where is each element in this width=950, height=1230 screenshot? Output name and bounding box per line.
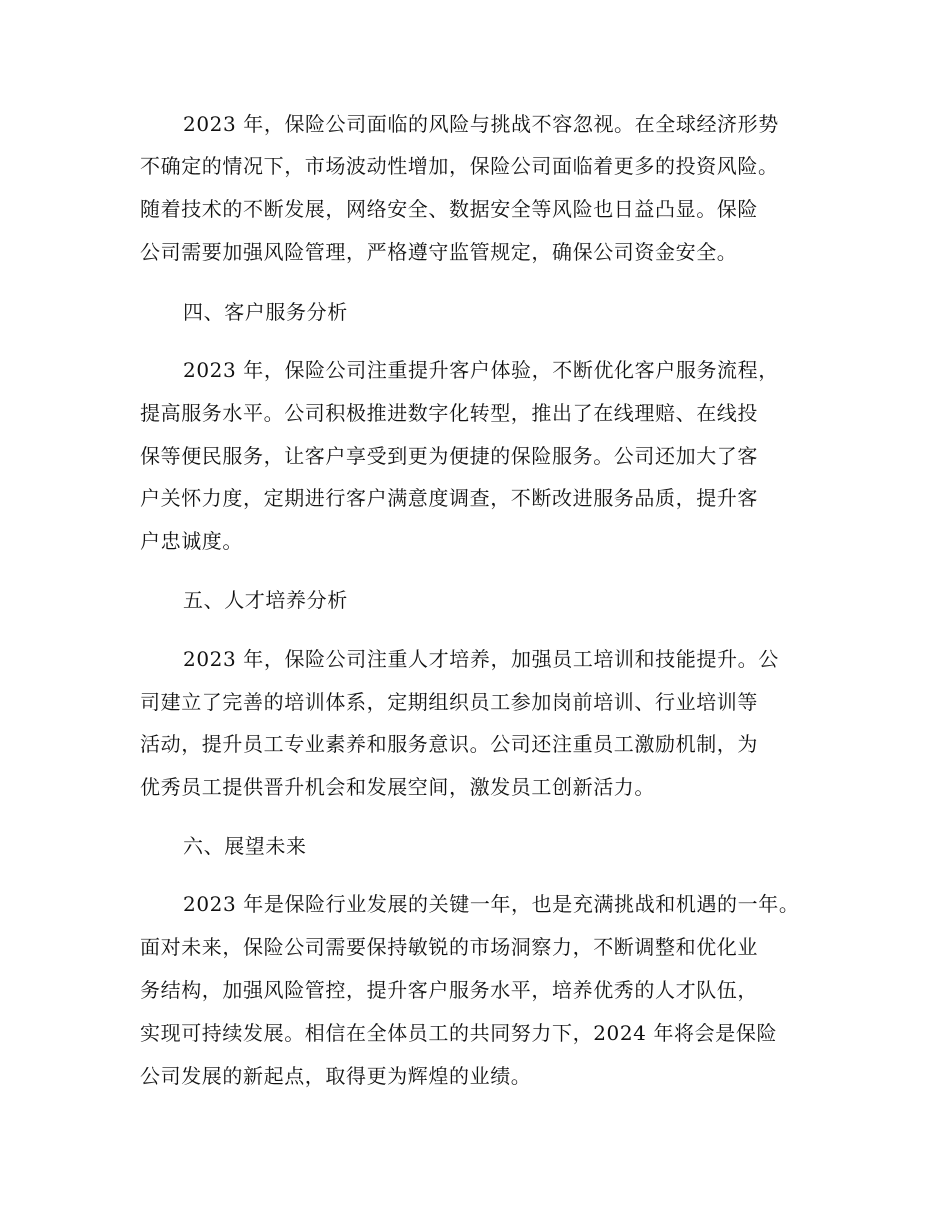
paragraph-line: 活动，提升员工专业素养和服务意识。公司还注重员工激励机制，为	[140, 732, 758, 756]
paragraph-line: 2023 年，保险公司注重提升客户体验，不断优化客户服务流程，	[183, 358, 779, 382]
paragraph-line: 提高服务水平。公司积极推进数字化转型，推出了在线理赔、在线投	[140, 401, 758, 425]
paragraph-line: 公司发展的新起点，取得更为辉煌的业绩。	[140, 1064, 532, 1088]
paragraph-line: 公司需要加强风险管理，严格遵守监管规定，确保公司资金安全。	[140, 240, 738, 264]
paragraph-line: 面对未来，保险公司需要保持敏锐的市场洞察力，不断调整和优化业	[140, 935, 758, 959]
paragraph-line: 保等便民服务，让客户享受到更为便捷的保险服务。公司还加大了客	[140, 444, 758, 468]
paragraph-line: 2023 年，保险公司面临的风险与挑战不容忽视。在全球经济形势	[183, 112, 779, 136]
paragraph-line: 户关怀力度，定期进行客户满意度调查，不断改进服务品质，提升客	[140, 486, 758, 510]
paragraph-line: 不确定的情况下，市场波动性增加，保险公司面临着更多的投资风险。	[140, 154, 779, 178]
section-heading: 五、人才培养分析	[183, 588, 348, 612]
paragraph-line: 实现可持续发展。相信在全体员工的共同努力下，2024 年将会是保险	[140, 1021, 778, 1045]
paragraph-line: 优秀员工提供晋升机会和发展空间，激发员工创新活力。	[140, 775, 655, 799]
paragraph-line: 随着技术的不断发展，网络安全、数据安全等风险也日益凸显。保险	[140, 197, 758, 221]
section-heading: 四、客户服务分析	[183, 300, 348, 324]
paragraph-line: 2023 年，保险公司注重人才培养，加强员工培训和技能提升。公	[183, 647, 779, 671]
paragraph-line: 务结构，加强风险管控，提升客户服务水平，培养优秀的人才队伍，	[140, 978, 758, 1002]
section-heading: 六、展望未来	[183, 834, 307, 858]
paragraph-line: 户忠诚度。	[140, 529, 243, 553]
paragraph-line: 2023 年是保险行业发展的关键一年，也是充满挑战和机遇的一年。	[183, 892, 800, 916]
paragraph-line: 司建立了完善的培训体系，定期组织员工参加岗前培训、行业培训等	[140, 690, 758, 714]
